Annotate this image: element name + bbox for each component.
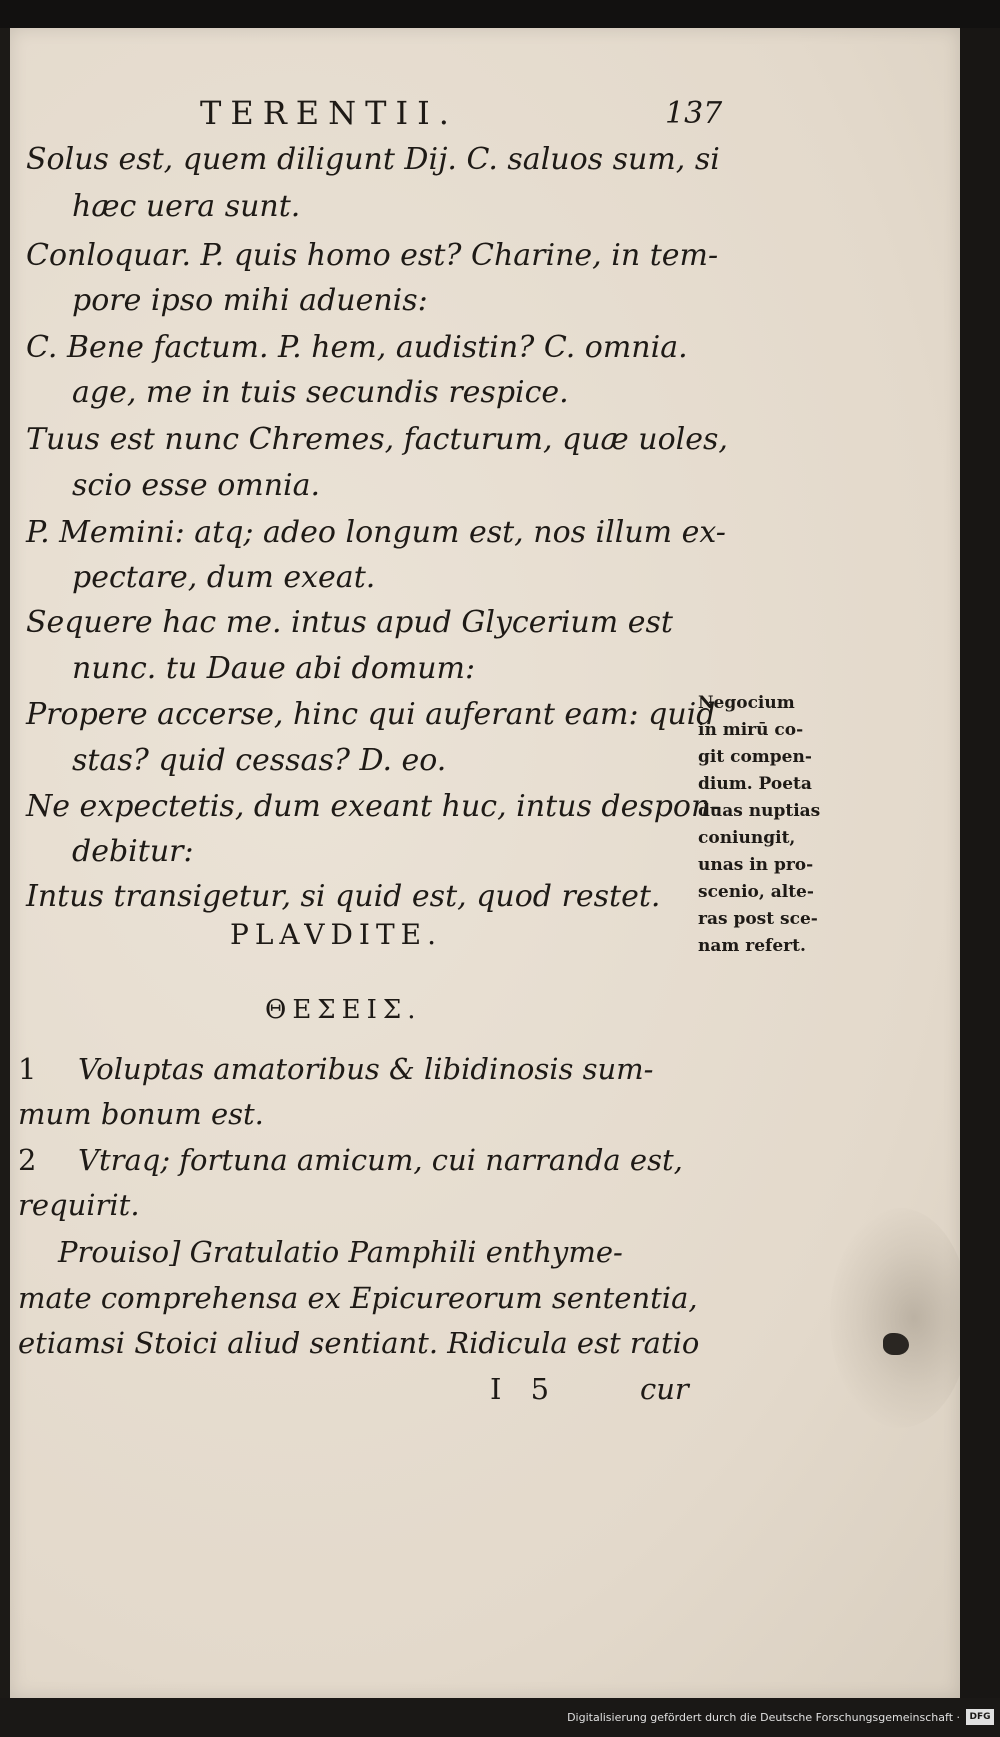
- margin-note-line: git compen-: [698, 747, 812, 767]
- thesis-number: 2: [18, 1143, 37, 1177]
- margin-note-line: in mirū co-: [698, 720, 804, 740]
- commentary-line: etiamsi Stoici aliud sentiant. Ridicula est ratio: [18, 1326, 700, 1360]
- verse-line: Tuus est nunc Chremes, facturum, quæ uoles,: [26, 422, 728, 457]
- verse-line: Intus transigetur, si quid est, quod restet.: [26, 879, 661, 914]
- commentary-line: mate comprehensa ex Epicureorum sententia,: [18, 1281, 698, 1315]
- thesis-line: mum bonum est.: [18, 1097, 264, 1131]
- verse-line: Solus est, quem diligunt Dij. C. saluos sum, si: [26, 142, 720, 177]
- running-head: TERENTII.: [200, 94, 458, 132]
- margin-note-line: ras post sce-: [698, 909, 818, 929]
- thesis-line: Vtraq; fortuna amicum, cui narranda est,: [78, 1143, 683, 1177]
- catchword: cur: [640, 1372, 689, 1406]
- dfg-logo-icon: DFG: [966, 1709, 994, 1725]
- verse-line: C. Bene factum. P. hem, audistin? C. omnia.: [26, 330, 688, 365]
- scan-right-border: [960, 28, 1000, 1698]
- margin-note-line: nam refert.: [698, 936, 806, 956]
- verse-line: Sequere hac me. intus apud Glycerium est: [26, 605, 673, 640]
- verse-line: stas? quid cessas? D. eo.: [72, 743, 447, 778]
- ink-blot: [883, 1333, 909, 1355]
- signature-mark: I 5: [490, 1372, 560, 1406]
- verse-line: Propere accerse, hinc qui auferant eam: quid: [26, 697, 716, 732]
- margin-note-line: scenio, alte-: [698, 882, 814, 902]
- verse-line: P. Memini: atq; adeo longum est, nos illum ex-: [26, 515, 726, 550]
- digitization-footer: [0, 1698, 1000, 1737]
- margin-note-line: unas in pro-: [698, 855, 814, 875]
- thesis-number: 1: [18, 1052, 37, 1086]
- verse-line: Ne expectetis, dum exeant huc, intus despon-: [26, 789, 721, 824]
- verse-line: pore ipso mihi aduenis:: [72, 283, 428, 318]
- theseis-heading: ΘΕΣΕΙΣ.: [265, 995, 422, 1025]
- thesis-line: requirit.: [18, 1188, 140, 1222]
- paper-stain: [830, 1208, 970, 1428]
- margin-note-line: dium. Poeta: [698, 774, 812, 794]
- plaudite-heading: PLAVDITE.: [230, 918, 443, 951]
- scan-top-border: [0, 0, 1000, 28]
- thesis-line: Voluptas amatoribus & libidinosis sum-: [78, 1052, 654, 1086]
- funding-credit: Digitalisierung gefördert durch die Deutsche Forschungsgemeinschaft ·: [567, 1711, 960, 1724]
- verse-line: Conloquar. P. quis homo est? Charine, in tem-: [26, 238, 719, 273]
- verse-line: pectare, dum exeat.: [72, 560, 376, 595]
- verse-line: scio esse omnia.: [72, 468, 321, 503]
- verse-line: hæc uera sunt.: [72, 189, 301, 224]
- commentary-line: Prouiso] Gratulatio Pamphili enthyme-: [58, 1235, 623, 1269]
- margin-note-line: duas nuptias: [698, 801, 821, 821]
- page-number: 137: [665, 96, 723, 131]
- verse-line: age, me in tuis secundis respice.: [72, 375, 569, 410]
- verse-line: debitur:: [72, 834, 194, 869]
- margin-note-line: coniungit,: [698, 828, 796, 848]
- margin-note-line: Negocium: [698, 693, 795, 713]
- verse-line: nunc. tu Daue abi domum:: [72, 651, 476, 686]
